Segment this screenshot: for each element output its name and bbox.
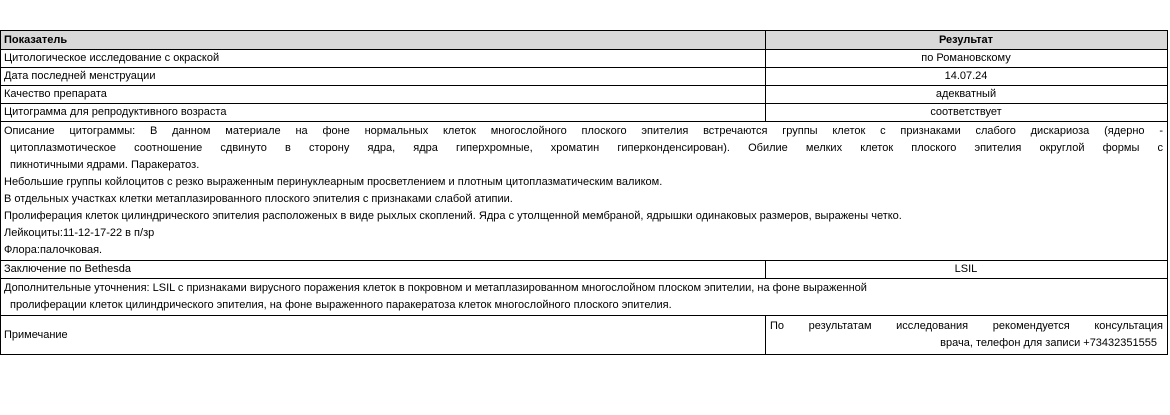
bethesda-label: Заключение по Bethesda	[1, 261, 766, 279]
description-line: Лейкоциты:11-12-17-22 в п/зр	[4, 227, 155, 239]
results-table	[0, 30, 1168, 355]
clarifications-row	[1, 279, 1168, 316]
header-indicator: Показатель	[1, 31, 766, 50]
row-value-staining: по Романовскому	[766, 50, 1168, 68]
cytogram-description	[1, 122, 1168, 261]
description-line: Пролиферация клеток цилиндрического эпителия расположеных в виде рыхлых скоплений. Ядра с утолщенной мембраной, ядрышки одинаковых размеров, выражены четко.	[4, 210, 902, 222]
row-label-last-menstruation: Дата последней менструации	[1, 68, 766, 86]
row-label-sample-quality: Качество препарата	[1, 86, 766, 104]
note-value	[766, 316, 1168, 355]
table-header-row	[1, 31, 1168, 50]
row-value-cytogram-age: соответствует	[766, 104, 1168, 122]
row-label-staining: Цитологическое исследование с окраской	[1, 50, 766, 68]
row-label-cytogram-age: Цитограмма для репродуктивного возраста	[1, 104, 766, 122]
row-value-sample-quality: адекватный	[766, 86, 1168, 104]
note-value-line: По результатам исследования рекомендуется консультация	[770, 320, 1163, 332]
clarification-line: Дополнительные уточнения: LSIL с признаками вирусного поражения клеток в покровном и метаплазированном многослойном плоском эпителии, на фоне выраженной	[4, 282, 867, 294]
description-line: цитоплазмотическое соотношение сдвинуто в сторону ядра, ядра гиперхромные, хроматин гиперконденсирован). Обилие мелких клеток плоского эпителия округлой формы с	[10, 142, 1163, 154]
table-row	[1, 50, 1168, 68]
note-label: Примечание	[1, 316, 766, 355]
note-value-line: врача, телефон для записи +73432351555	[940, 337, 1157, 349]
note-row	[1, 316, 1168, 355]
description-line: В отдельных участках клетки метаплазированного плоского эпителия с признаками слабой атипии.	[4, 193, 513, 205]
table-row	[1, 68, 1168, 86]
table-row	[1, 261, 1168, 279]
description-line: пикнотичными ядрами. Паракератоз.	[10, 159, 200, 171]
header-result: Результат	[766, 31, 1168, 50]
description-row	[1, 122, 1168, 261]
bethesda-value: LSIL	[766, 261, 1168, 279]
row-value-last-menstruation: 14.07.24	[766, 68, 1168, 86]
description-line: Флора:палочковая.	[4, 244, 103, 256]
description-line: Описание цитограммы: В данном материале на фоне нормальных клеток многослойного плоского эпителия встречаются группы клеток с признаками слабого дискариоза (ядерно -	[4, 125, 1163, 137]
table-row	[1, 86, 1168, 104]
table-row	[1, 104, 1168, 122]
description-line: Небольшие группы койлоцитов с резко выраженным перинуклеарным просветлением и плотным цитоплазматическим валиком.	[4, 176, 663, 188]
clarification-line: пролиферации клеток цилиндрического эпителия, на фоне выраженного паракератоза клеток многослойного плоского эпителия.	[10, 299, 672, 311]
additional-clarifications	[1, 279, 1168, 316]
report-sheet	[0, 30, 1167, 355]
